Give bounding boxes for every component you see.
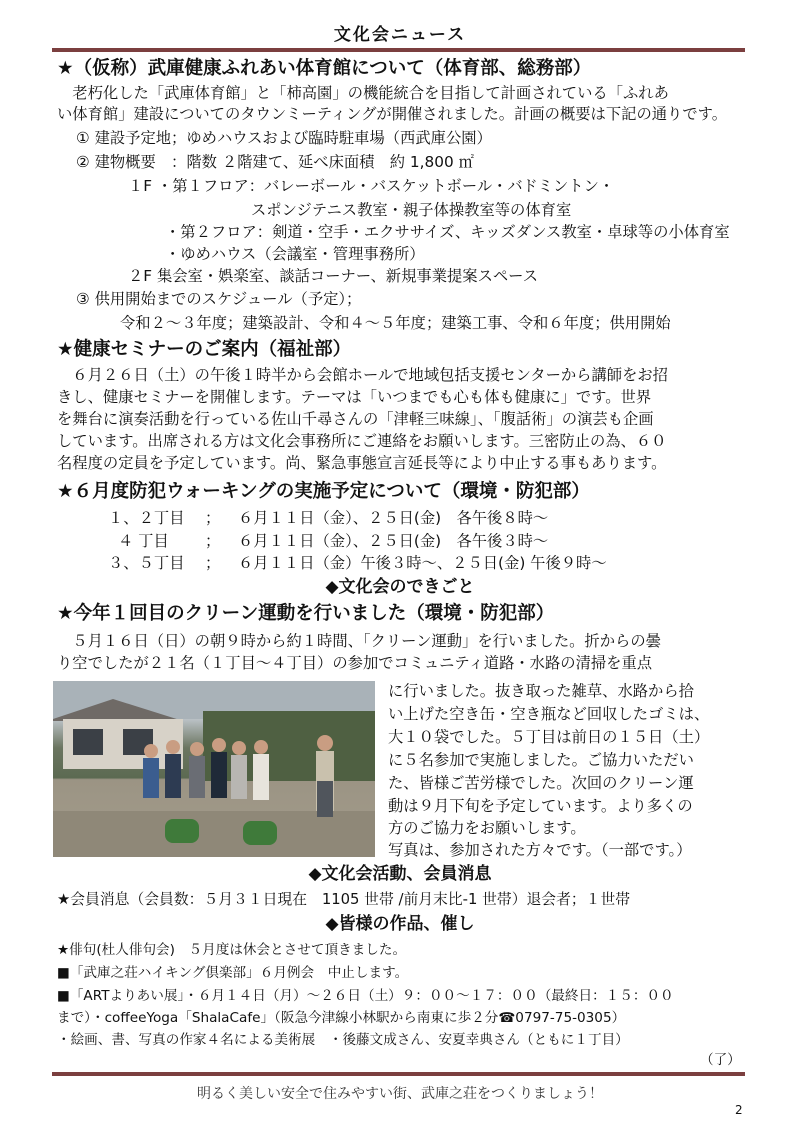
works-line: まで）・coffeeYoga「ShalaCafe」（阪急今津線小林駅から南東に歩２分☎0797-75-0305） [57, 1010, 626, 1026]
cleanup-side-line: い上げた空き缶・空き瓶など回収したゴミは、 [388, 705, 710, 723]
cleanup-side-line: に行いました。抜き取った雑草、水路から拾 [388, 682, 694, 700]
gym-item-building: ② 建物概要 ：階数 ２階建て、延べ床面積 約 1,800 ㎡ [76, 153, 474, 171]
patrol-when: ６月１１日（金）、２５日(金) 各午後８時～ [238, 509, 549, 527]
newsletter-title: 文化会ニュース [333, 25, 467, 45]
works-line: ■「ARTよりあい展」・６月１４日（月）～２６日（土）９：００～１７：００（最終日：１５：００ [57, 988, 674, 1004]
cleanup-side-line: た、皆様ご苦労様でした。次回のクリーン運 [388, 774, 694, 792]
works-line: ■「武庫之荘ハイキング倶楽部」６月例会 中止します。 [57, 965, 409, 981]
patrol-sep: ； [205, 554, 221, 572]
floor1-line: ・ゆめハウス（会議室・管理事務所） [165, 245, 425, 263]
floor2-line: ２F 集会室・娯楽室、談話コーナー、新規事業提案スペース [128, 267, 539, 285]
gym-section-title: ★（仮称）武庫健康ふれあい体育館について（体育部、総務部） [57, 58, 592, 79]
patrol-sep: ； [205, 509, 221, 527]
seminar-line: しています。出席される方は文化会事務所にご連絡をお願いします。三密防止の為、６０ [57, 432, 667, 450]
works-end-mark: （了） [700, 1052, 741, 1068]
works-line: ・絵画、書、写真の作家４名による美術展 ・後藤文成さん、安夏幸典さん（ともに１丁目） [57, 1032, 629, 1048]
cleanup-group-photo [53, 681, 375, 857]
gym-item-schedule: ③ 供用開始までのスケジュール（予定）； [76, 290, 362, 308]
patrol-when: ６月１１日（金）、２５日(金) 各午後３時～ [238, 532, 549, 550]
floor1-line: ・第２フロア：剣道・空手・エクササイズ、キッズダンス教室・卓球等の小体育室 [165, 223, 730, 241]
works-line: ★俳句(杜人俳句会) ５月度は休会とさせて頂きました。 [57, 942, 407, 958]
gym-paragraph-line: い体育館」建設についてのタウンミーティングが開催されました。計画の概要は下記の通りです。 [57, 105, 728, 123]
gym-paragraph-line: 老朽化した「武庫体育館」と「柿高園」の機能統合を目指して計画されている「ふれあ [57, 84, 669, 102]
patrol-area: ４ 丁目 [118, 532, 169, 550]
patrol-title: ★６月度防犯ウォーキングの実施予定について（環境・防犯部） [57, 481, 590, 502]
cleanup-side-line: 動は９月下旬を予定しています。より多くの [388, 797, 693, 815]
members-status: ★会員消息（会員数：５月３１日現在 1105 世帯 /前月末比-1 世帯）退会者；１世帯 [57, 891, 631, 908]
patrol-when: ６月１１日（金）午後３時～、２５日(金) 午後９時～ [238, 554, 607, 572]
works-heading: ◆皆様の作品、催し [325, 914, 475, 934]
header-rule [52, 48, 745, 52]
cleanup-side-line: 方のご協力をお願いします。 [388, 819, 586, 837]
patrol-area: ３、５丁目 [108, 554, 185, 572]
footer-rule [52, 1072, 745, 1076]
page-number: 2 [735, 1103, 743, 1117]
cleanup-title: ★今年１回目のクリーン運動を行いました（環境・防犯部） [57, 603, 555, 624]
cleanup-side-line: 大１０袋でした。５丁目は前日の１５日（土） [388, 728, 710, 746]
gym-item-site: ① 建設予定地；ゆめハウスおよび臨時駐車場（西武庫公園） [76, 129, 492, 147]
gym-schedule-detail: 令和２～３年度；建築設計、令和４～５年度；建築工事、令和６年度；供用開始 [120, 314, 671, 332]
cleanup-photo-caption: 写真は、参加された方々です。（一部です。） [388, 841, 692, 859]
patrol-sep: ； [205, 532, 221, 550]
seminar-line: きし、健康セミナーを開催します。テーマは「いつまでも心も体も健康に」です。世界 [57, 388, 652, 406]
cleanup-side-line: に５名参加で実施しました。ご協力いただい [388, 751, 694, 769]
patrol-area: １、２丁目 [108, 509, 185, 527]
cleanup-line: ５月１６日（日）の朝９時から約１時間、「クリーン運動」を行いました。折からの曇 [57, 632, 661, 650]
seminar-line: ６月２６日（土）の午後１時半から会館ホールで地域包括支援センターから講師をお招 [57, 366, 668, 384]
members-heading: ◆文化会活動、会員消息 [308, 864, 492, 884]
events-heading: ◆文化会のできごと [325, 577, 475, 597]
footer-slogan: 明るく美しい安全で住みやすい街、武庫之荘をつくりましょう！ [197, 1086, 603, 1102]
seminar-title: ★健康セミナーのご案内（福祉部） [57, 339, 352, 360]
floor1-line: １F ・第１フロア：バレーボール・バスケットボール・バドミントン・ [128, 177, 615, 195]
seminar-line: 名程度の定員を予定しています。尚、緊急事態宣言延長等により中止する事もあります。 [57, 454, 667, 472]
floor1-line: スポンジテニス教室・親子体操教室等の体育室 [251, 201, 572, 219]
cleanup-line: り空でしたが２１名（１丁目～４丁目）の参加でコミュニティ道路・水路の清掃を重点 [57, 654, 653, 672]
seminar-line: を舞台に演奏活動を行っている佐山千尋さんの「津軽三味線」、「腹話術」の演芸も企画 [57, 410, 654, 428]
